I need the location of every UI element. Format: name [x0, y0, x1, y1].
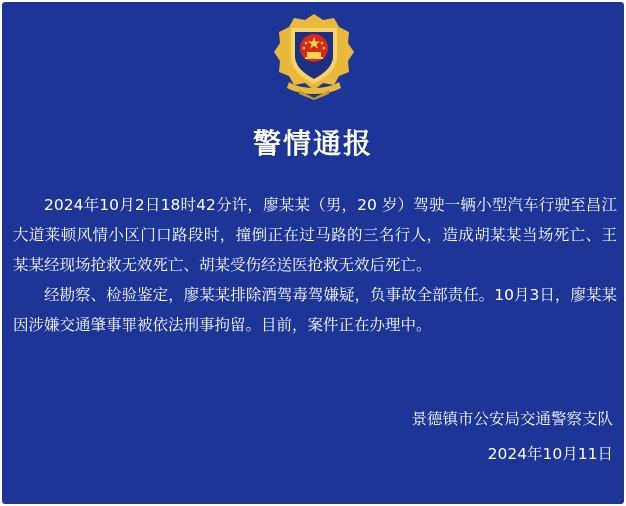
issuer-signature: 景德镇市公安局交通警察支队 [411, 410, 613, 428]
notice-card [2, 2, 624, 504]
notice-body [13, 190, 617, 340]
paragraph-1: 2024年10月2日18时42分许，廖某某（男，20 岁）驾驶一辆小型汽车行驶至昌江大道莱顿风情小区门口路段时，撞倒正在过马路的三名行人，造成胡某某当场死亡、王某某经现场抢救无效死亡、胡某受伤经送医抢救无效后死亡。 [13, 196, 617, 274]
issue-date: 2024年10月11日 [487, 445, 613, 463]
police-emblem-icon [271, 10, 357, 100]
page-title: 警情通报 [252, 127, 373, 160]
paragraph-2: 经勘察、检验鉴定，廖某某排除酒驾毒驾嫌疑，负事故全部责任。10月3日，廖某某因涉嫌交通肇事罪被依法刑事拘留。目前，案件正在办理中。 [13, 286, 617, 334]
